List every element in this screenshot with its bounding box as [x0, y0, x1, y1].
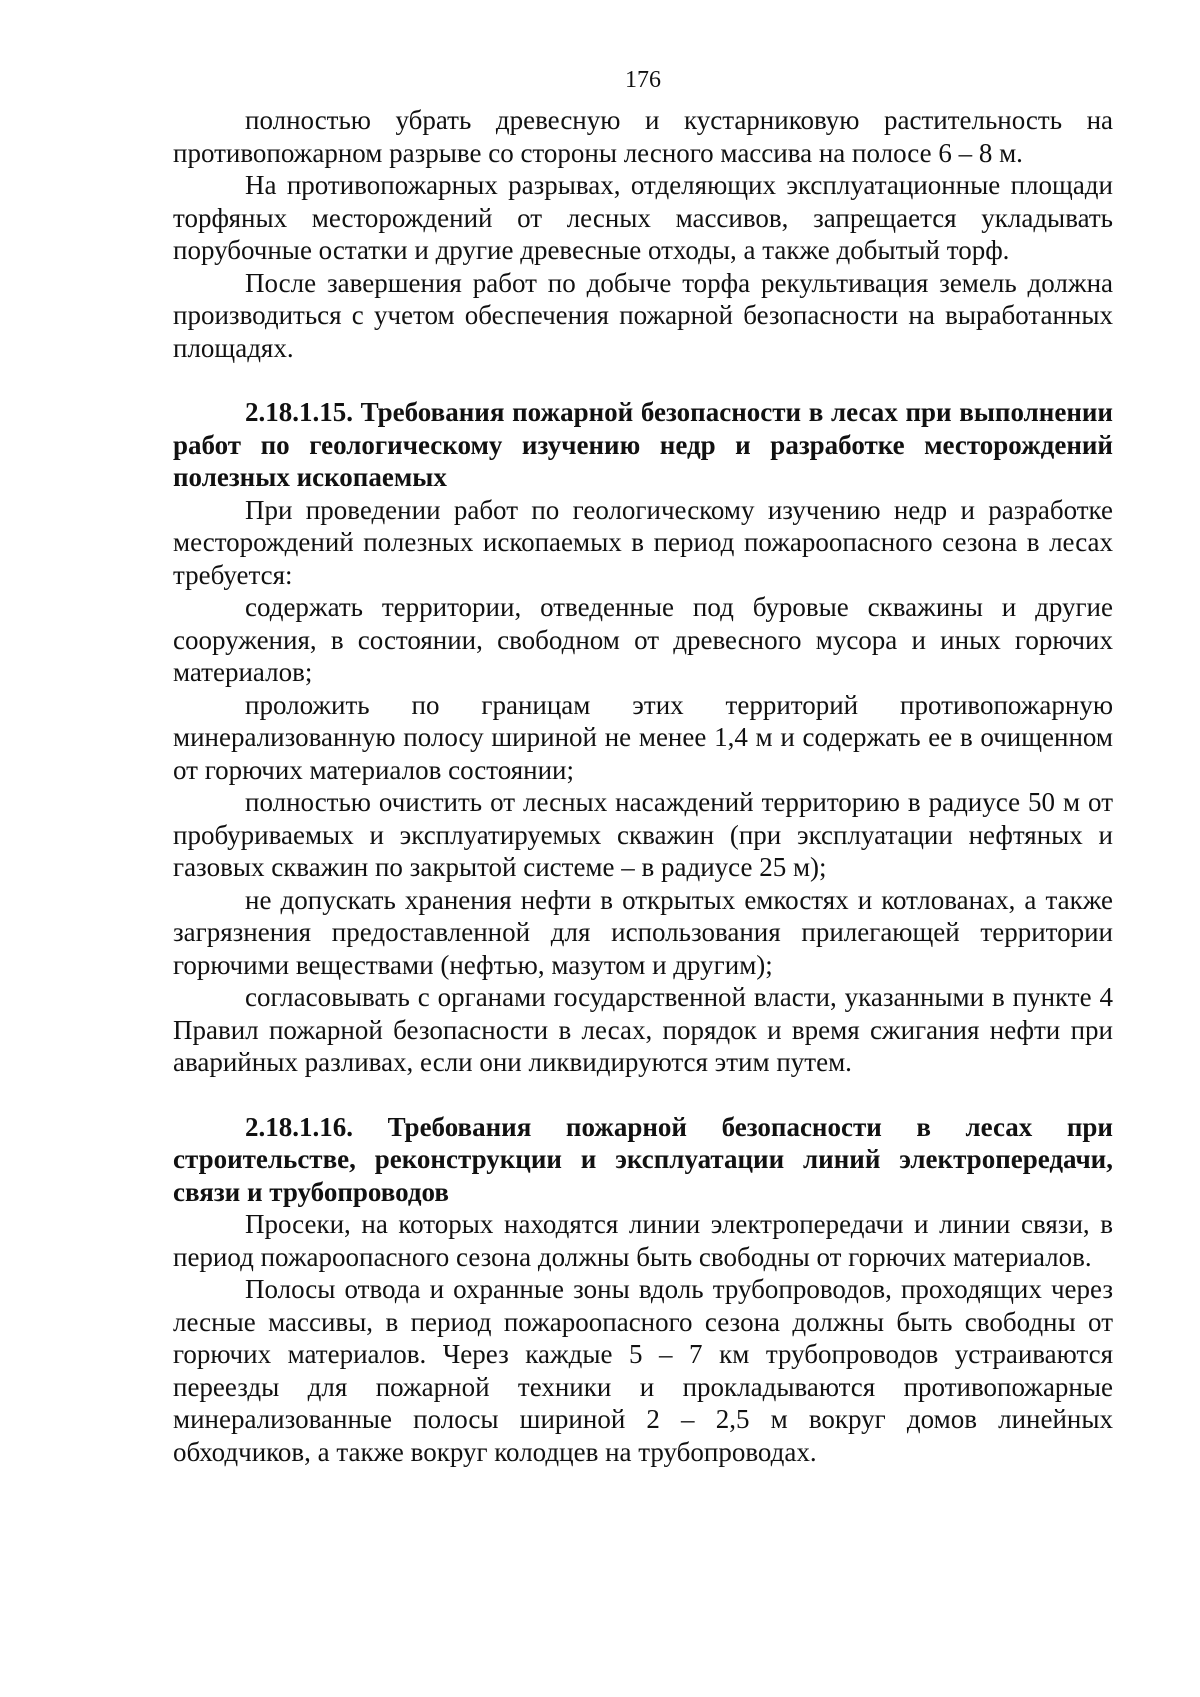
section-heading-2-18-1-15: 2.18.1.15. Требования пожарной безопасности в лесах при выполнении работ по геологическому изучению недр и разработке месторождений полезных ископаемых [173, 397, 1113, 492]
paragraph: После завершения работ по добыче торфа рекультивация земель должна производиться с учетом обеспечения пожарной безопасности на выработанных площадях. [173, 267, 1113, 363]
paragraph: не допускать хранения нефти в открытых емкостях и котлованах, а также загрязнения предоставленной для использования прилегающей территории горючими веществами (нефтью, мазутом и другим); [173, 884, 1113, 980]
paragraph: полностью очистить от лесных насаждений территорию в радиусе 50 м от пробуриваемых и эксплуатируемых скважин (при эксплуатации нефтяных и газовых скважин по закрытой системе – в радиусе 25 м); [173, 787, 1113, 882]
paragraph: проложить по границам этих территорий противопожарную минерализованную полосу шириной не менее 1,4 м и содержать ее в очищенном от горючих материалов состоянии; [173, 689, 1113, 785]
section-gap [173, 1079, 1113, 1111]
paragraph: полностью убрать древесную и кустарниковую растительность на противопожарном разрыве со стороны лесного массива на полосе 6 – 8 м. [173, 105, 1113, 168]
page-number: 176 [625, 67, 661, 93]
paragraph: Полосы отвода и охранные зоны вдоль трубопроводов, проходящих через лесные массивы, в период пожароопасного сезона должны быть свободны от горючих материалов. Через каждые 5 – 7 км трубопроводов устраиваются переезды для пожарной техники и прокладываются противопожарные минерализованные полосы шириной 2 – 2,5 м вокруг домов линейных обходчиков, а также вокруг колодцев на трубопроводах. [173, 1274, 1113, 1467]
paragraph: согласовывать с органами государственной власти, указанными в пункте 4 Правил пожарной безопасности в лесах, порядок и время сжигания нефти при аварийных разливах, если они ликвидируются этим путем. [173, 982, 1113, 1077]
section-gap [173, 364, 1113, 396]
document-page [173, 60, 1113, 1468]
paragraph: содержать территории, отведенные под буровые скважины и другие сооружения, в состоянии, свободном от древесного мусора и иных горючих материалов; [173, 592, 1113, 687]
paragraph: Просеки, на которых находятся линии электропередачи и линии связи, в период пожароопасного сезона должны быть свободны от горючих материалов. [173, 1209, 1113, 1272]
paragraph: При проведении работ по геологическому изучению недр и разработке месторождений полезных ископаемых в период пожароопасного сезона в лесах требуется: [173, 494, 1113, 590]
section-heading-2-18-1-16: 2.18.1.16. Требования пожарной безопасности в лесах при строительстве, реконструкции и эксплуатации линий электропередачи, связи и трубопроводов [173, 1111, 1113, 1207]
paragraph: На противопожарных разрывах, отделяющих эксплуатационные площади торфяных месторождений от лесных массивов, запрещается укладывать порубочные остатки и другие древесные отходы, а также добытый торф. [173, 170, 1113, 265]
